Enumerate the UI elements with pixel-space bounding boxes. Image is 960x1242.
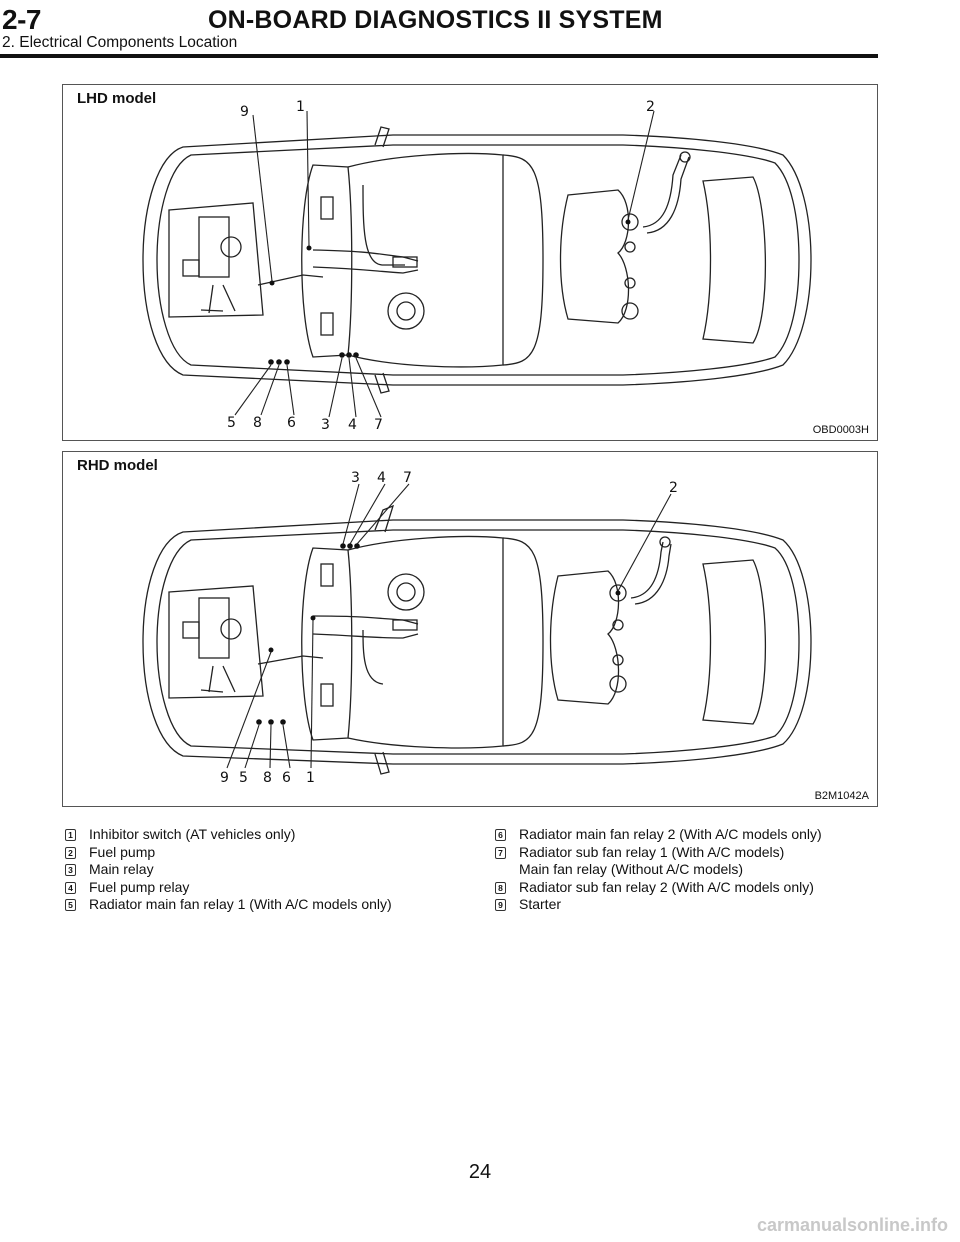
legend-item-text: Main relay — [89, 861, 154, 877]
legend-item — [64, 861, 464, 879]
rhd-callout-9: 9 — [220, 770, 229, 786]
lhd-callout-4: 4 — [348, 417, 357, 433]
legend-item — [64, 826, 464, 844]
rhd-model-label: RHD model — [77, 457, 158, 474]
legend-number-badge: 7 — [495, 847, 506, 859]
legend-number-badge: 4 — [65, 882, 76, 894]
figure-lhd-model — [62, 84, 878, 441]
legend-number-badge: 8 — [495, 882, 506, 894]
legend-item — [64, 844, 464, 862]
legend-item-text: Inhibitor switch (AT vehicles only) — [89, 826, 296, 842]
lhd-figure-code: OBD0003H — [812, 424, 869, 436]
legend-item — [494, 844, 894, 879]
page-header — [0, 0, 960, 60]
rhd-callout-6: 6 — [282, 770, 291, 786]
legend-item — [494, 879, 894, 897]
figure-rhd-model — [62, 451, 878, 807]
legend-left-column — [64, 826, 464, 914]
header-rule — [0, 54, 878, 58]
rhd-callout-8: 8 — [263, 770, 272, 786]
lhd-callout-5: 5 — [227, 415, 236, 431]
legend-number-badge: 5 — [65, 899, 76, 911]
section-number: 2-7 — [2, 4, 41, 35]
watermark: carmanualsonline.info — [756, 1215, 948, 1235]
legend-number-badge: 9 — [495, 899, 506, 911]
legend-number-badge: 3 — [65, 864, 76, 876]
lhd-model-label: LHD model — [77, 90, 157, 107]
legend-item-text: Radiator main fan relay 2 (With A/C models only) — [519, 826, 822, 842]
legend-item-text: Starter — [519, 896, 562, 912]
legend-item-text: Radiator main fan relay 1 (With A/C models only) — [89, 896, 392, 912]
lhd-callout-8: 8 — [253, 415, 262, 431]
legend-number-badge: 6 — [495, 829, 506, 841]
rhd-car-diagram — [63, 452, 879, 808]
legend-item — [64, 879, 464, 897]
legend-item-text: Radiator sub fan relay 2 (With A/C models only) — [519, 878, 814, 895]
rhd-callout-2: 2 — [669, 480, 678, 496]
legend-number-badge: 2 — [65, 847, 76, 859]
lhd-callout-7: 7 — [374, 417, 383, 433]
rhd-callout-3: 3 — [351, 470, 360, 486]
legend-number-badge: 1 — [65, 829, 76, 841]
page-number: 24 — [468, 1161, 492, 1183]
lhd-car-diagram — [63, 85, 879, 442]
legend-item — [64, 896, 464, 914]
legend-item — [494, 826, 894, 844]
legend-item — [494, 896, 894, 914]
lhd-callout-3: 3 — [321, 417, 330, 433]
legend-item-text: Fuel pump — [89, 843, 156, 860]
section-subtitle: 2. Electrical Components Location — [2, 34, 238, 51]
rhd-callout-1: 1 — [306, 770, 315, 786]
rhd-callout-5: 5 — [239, 770, 248, 786]
legend-right-column — [494, 826, 894, 914]
rhd-callout-7: 7 — [403, 470, 412, 486]
lhd-callout-6: 6 — [287, 415, 296, 431]
lhd-callout-1: 1 — [296, 99, 305, 115]
lhd-callout-9: 9 — [240, 104, 249, 120]
legend-item-text: Fuel pump relay — [89, 878, 190, 895]
rhd-callout-4: 4 — [377, 470, 386, 486]
section-title: ON-BOARD DIAGNOSTICS II SYSTEM — [208, 6, 663, 34]
legend-item-text: Radiator sub fan relay 1 (With A/C models) — [519, 843, 785, 860]
legend-item-text-secondary: Main fan relay (Without A/C models) — [519, 861, 744, 877]
rhd-figure-code: B2M1042A — [814, 790, 869, 802]
lhd-callout-2: 2 — [646, 99, 655, 115]
